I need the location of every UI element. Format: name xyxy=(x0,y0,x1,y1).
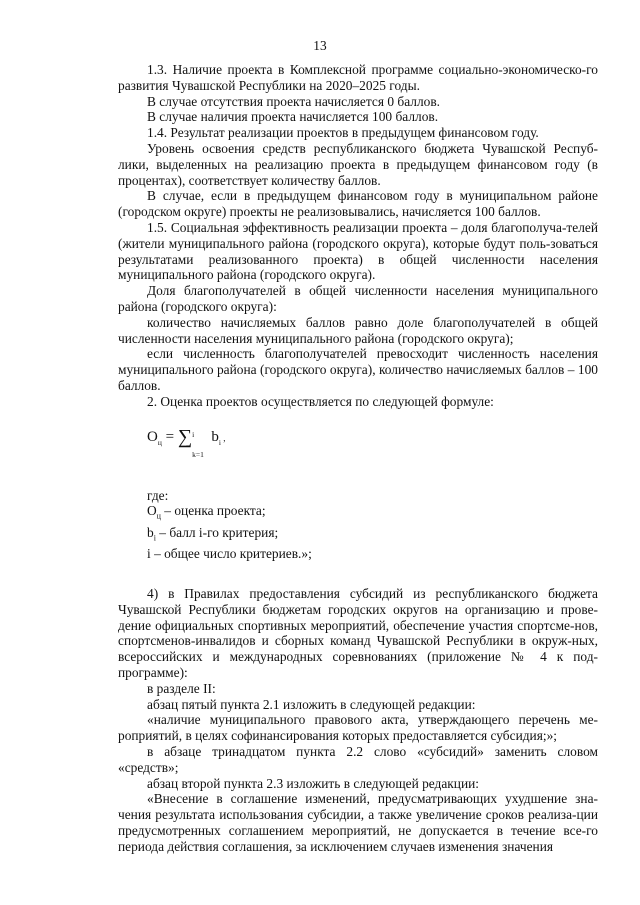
legend-o-desc: – оценка проекта; xyxy=(160,503,266,519)
paragraph: «Внесение в соглашение изменений, предусматривающих ухудшение зна-чения результата использования субсидии, а также увеличение сроков реализа-ции предусмотренных соглашением мероприятий, не допускается в течение все-го периода действия соглашения, за исключением случаев изменения значения xyxy=(118,791,598,854)
formula-sum-sign: ∑ xyxy=(177,425,193,448)
legend-item xyxy=(118,525,598,546)
paragraph: количество начисляемых баллов равно доле благополучателей в общей численности населения муниципального района (городского округа); xyxy=(118,314,598,346)
legend-b-sub: i xyxy=(153,533,156,543)
legend-b-symbol: b xyxy=(147,524,154,540)
paragraph: в абзаце тринадцатом пункта 2.2 слово «субсидий» заменить словом «средств»; xyxy=(118,744,598,775)
paragraph: В случае, если в предыдущем финансовом году в муниципальном районе (городском округе) проекты не реализовывались, начисляется 100 баллов. xyxy=(118,188,598,220)
paragraph: Уровень освоения средств республиканского бюджета Чувашской Респуб-лики, выделенных на реализацию проекта в предыдущем финансовом году (в процентах), соответствует количеству баллов. xyxy=(118,140,598,188)
paragraph: «наличие муниципального правового акта, утверждающего перечень ме-роприятий, в целях софинансирования которых предоставляется субсидия;»; xyxy=(118,712,598,744)
paragraph: 2. Оценка проектов осуществляется по следующей формуле: xyxy=(147,393,494,409)
formula-term: b xyxy=(211,428,219,445)
paragraph: 1.4. Результат реализации проектов в предыдущем финансовом году. xyxy=(147,125,539,141)
paragraph: В случае наличия проекта начисляется 100 баллов. xyxy=(147,109,439,125)
score-formula xyxy=(118,424,598,464)
paragraph: если численность благополучателей превосходит численность населения муниципального района (городского округа), количество начисляемых баллов – 100 баллов. xyxy=(118,346,598,393)
formula-upper-limit: i xyxy=(192,429,195,439)
legend-item: i – общее число критериев.»; xyxy=(147,546,312,562)
paragraph: абзац второй пункта 2.3 изложить в следующей редакции: xyxy=(147,775,480,791)
paragraph: 4) в Правилах предоставления субсидий из республиканского бюджета Чувашской Республики бюджетам городских округов на организацию и прове-дение официальных спортивных мероприятий, обеспечение участия спортсме-нов, спортсменов-инвалидов и сборных команд Чувашской Республики в окруж-ных, всероссийских и международных соревнованиях (приложение № 4 к под-программе): xyxy=(118,586,598,681)
paragraph: в разделе II: xyxy=(147,680,216,696)
legend-b-desc: – балл i-го критерия; xyxy=(155,524,279,540)
formula-term-sub: i xyxy=(218,437,221,447)
formula-lower-limit: k=1 xyxy=(192,449,204,459)
formula-tail: , xyxy=(220,432,226,443)
page-number: 13 xyxy=(313,38,327,53)
legend-o-symbol: О xyxy=(147,503,157,519)
document-body xyxy=(118,62,598,855)
paragraph: 1.5. Социальная эффективность реализации проекта – доля благополуча-телей (жители муниципального района (городского округа), которые будут поль-зоваться результатами реализованного проекта) в общей численности населения муниципального района (городского округа). xyxy=(118,219,598,283)
paragraph: абзац пятый пункта 2.1 изложить в следующей редакции: xyxy=(147,696,476,712)
paragraph: В случае отсутствия проекта начисляется 0 баллов. xyxy=(147,93,440,109)
formula-lhs-sub: ц xyxy=(157,437,162,447)
legend-o-sub: ц xyxy=(156,512,161,521)
formula-lhs: О xyxy=(147,428,158,445)
legend-where: где: xyxy=(147,487,169,503)
paragraph: 1.3. Наличие проекта в Комплексной программе социально-экономическо-го развития Чувашской Республики на 2020–2025 годы. xyxy=(118,62,598,93)
legend-item xyxy=(118,503,598,524)
paragraph: Доля благополучателей в общей численности населения муниципального района (городского округа): xyxy=(118,283,598,314)
formula-eq: = xyxy=(161,428,178,445)
